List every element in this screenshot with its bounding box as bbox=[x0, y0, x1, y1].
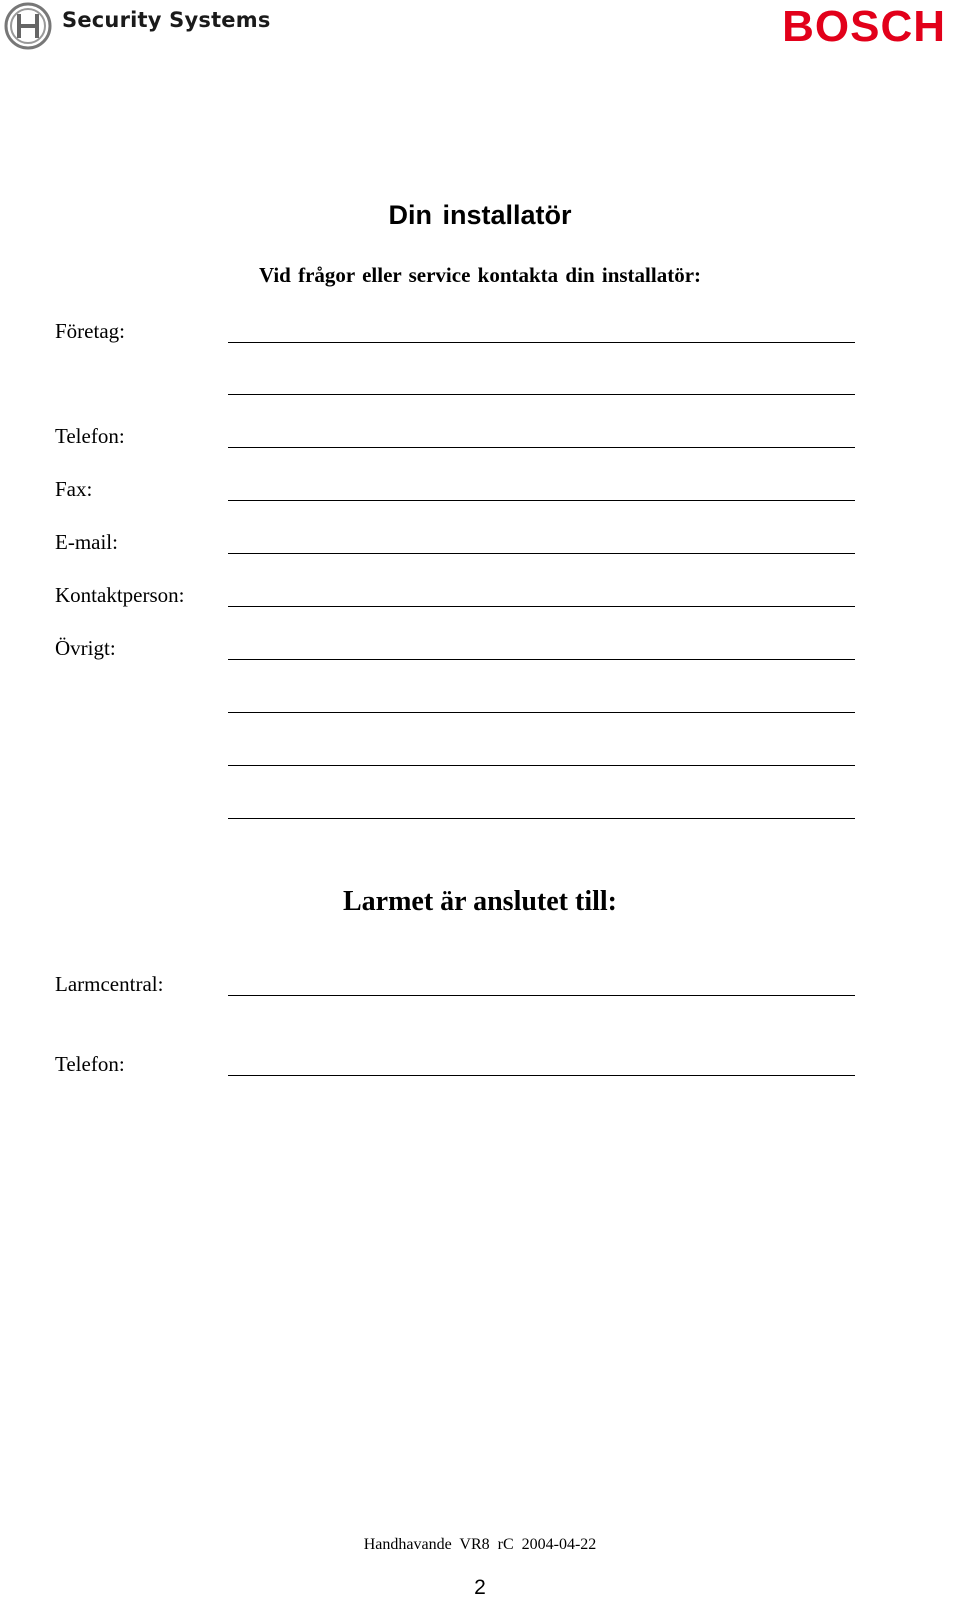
alarm-central-field-line[interactable] bbox=[228, 995, 855, 996]
page-number: 2 bbox=[474, 1576, 486, 1599]
label-contact-person: Kontaktperson: bbox=[55, 583, 185, 607]
label-fax: Fax: bbox=[55, 477, 93, 501]
label-phone: Telefon: bbox=[55, 424, 125, 448]
company-field-line[interactable] bbox=[228, 342, 855, 343]
other-field-line[interactable] bbox=[228, 659, 855, 660]
other-field-line-3[interactable] bbox=[228, 765, 855, 766]
other-field-line-4[interactable] bbox=[228, 818, 855, 819]
bosch-armature-logo-icon bbox=[4, 2, 52, 50]
fax-field-line[interactable] bbox=[228, 500, 855, 501]
label-other: Övrigt: bbox=[55, 636, 116, 660]
brand-logo: BOSCH bbox=[782, 2, 946, 51]
contact-person-field-line[interactable] bbox=[228, 606, 855, 607]
label-alarm-phone: Telefon: bbox=[55, 1052, 125, 1076]
company-field-line-2[interactable] bbox=[228, 394, 855, 395]
email-field-line[interactable] bbox=[228, 553, 855, 554]
label-alarm-central: Larmcentral: bbox=[55, 972, 164, 996]
phone-field-line[interactable] bbox=[228, 447, 855, 448]
division-name: Security Systems bbox=[62, 8, 271, 32]
other-field-line-2[interactable] bbox=[228, 712, 855, 713]
alarm-phone-field-line[interactable] bbox=[228, 1075, 855, 1076]
footer-document-info: Handhavande VR8 rC 2004-04-22 bbox=[363, 1536, 597, 1553]
intro-text: Vid frågor eller service kontakta din installatör: bbox=[258, 263, 702, 287]
label-company: Företag: bbox=[55, 319, 125, 343]
label-email: E-mail: bbox=[55, 530, 118, 554]
page-title: Din installatör bbox=[388, 200, 572, 230]
alarm-section-title: Larmet är anslutet till: bbox=[343, 886, 617, 917]
